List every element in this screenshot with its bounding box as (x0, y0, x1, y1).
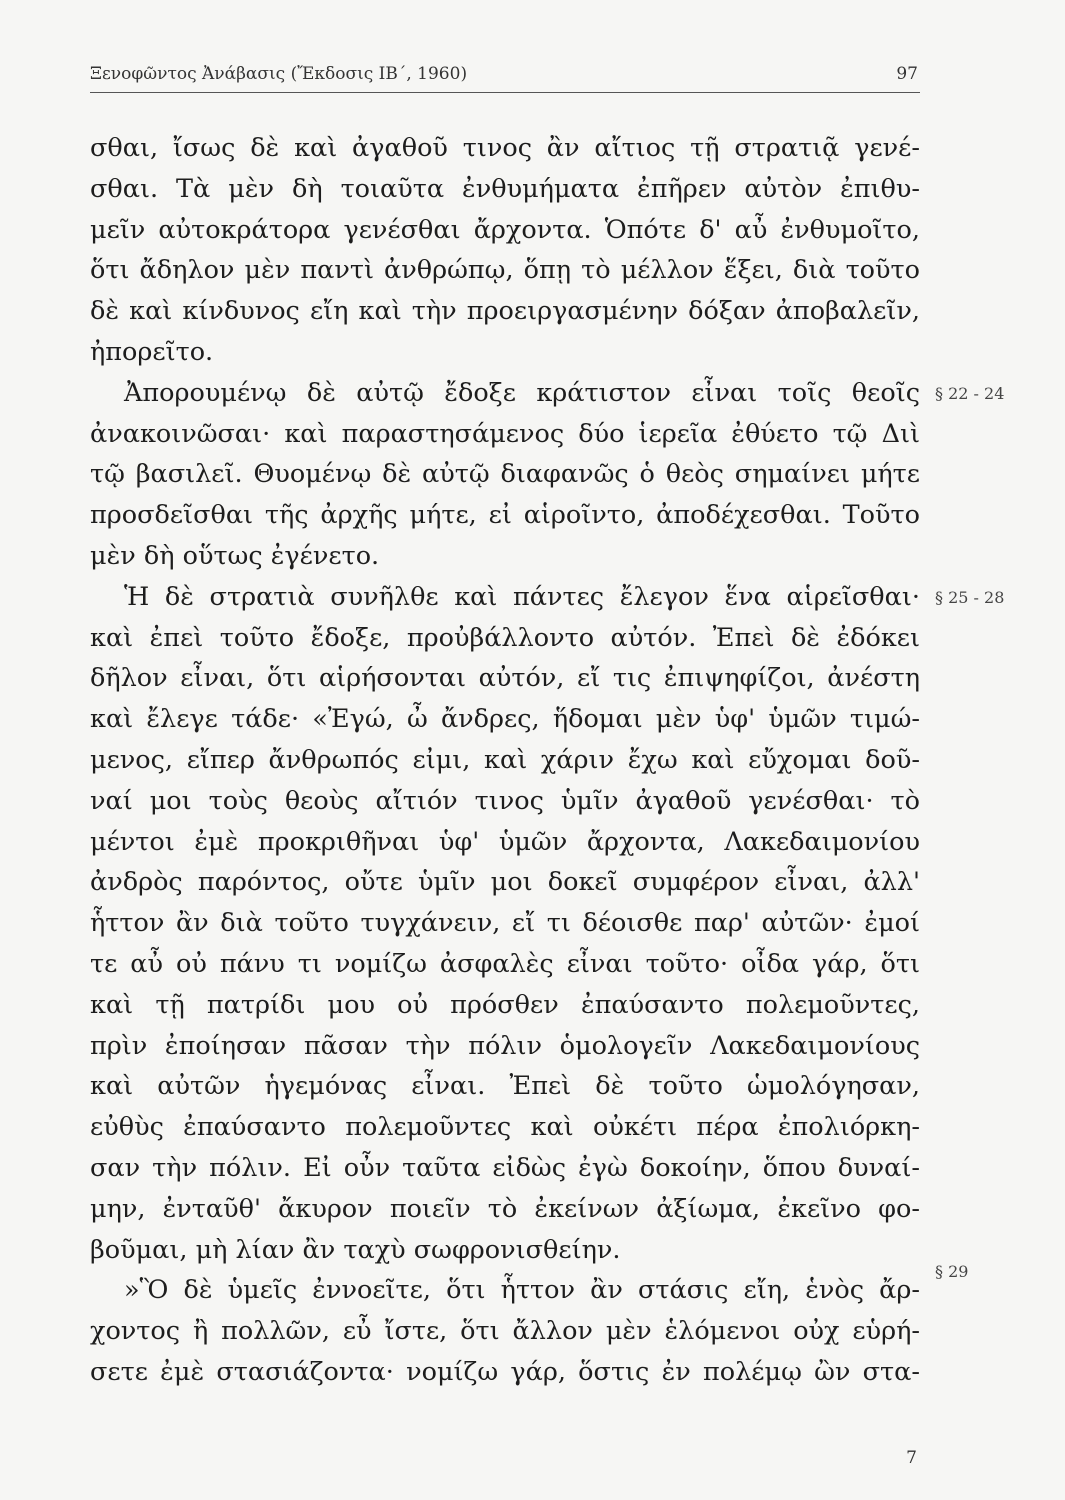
text-line: μεῖν αὐτοκράτορα γενέσθαι ἄρχοντα. Ὁπότε δ' αὖ ἐνθυμοῖτο, (90, 214, 920, 245)
text-line: εὐθὺς ἐπαύσαντο πολεμοῦντες καὶ οὐκέτι πέρα ἐπολιόρκη- (90, 1112, 920, 1143)
text-line: »Ὃ δὲ ὑμεῖς ἐννοεῖτε, ὅτι ἧττον ἂν στάσις εἴη, ἑνὸς ἄρ- (124, 1275, 920, 1306)
text-line: ἀνακοινῶσαι· καὶ παραστησάμενος δύο ἱερεῖα ἐθύετο τῷ Διὶ (90, 418, 920, 449)
text-line: βοῦμαι, μὴ λίαν ἂν ταχὺ σωφρονισθείην. (90, 1234, 621, 1265)
text-line: σθαι. Τὰ μὲν δὴ τοιαῦτα ἐνθυμήματα ἐπῆρεν αὐτὸν ἐπιθυ- (90, 173, 920, 204)
text-line: ἧττον ἂν διὰ τοῦτο τυγχάνειν, εἴ τι δέοισθε παρ' αὐτῶν· ἐμοί (90, 908, 920, 939)
text-line: δῆλον εἶναι, ὅτι αἱρήσονται αὐτόν, εἴ τις ἐπιψηφίζοι, ἀνέστη (90, 663, 920, 694)
text-line: σαν τὴν πόλιν. Εἰ οὖν ταῦτα εἰδὼς ἐγὼ δοκοίην, ὅπου δυναί- (90, 1152, 920, 1183)
text-line: καὶ τῇ πατρίδι μου οὐ πρόσθεν ἐπαύσαντο πολεμοῦντες, (90, 989, 920, 1020)
text-line: ἠπορεῖτο. (90, 336, 214, 367)
text-line: ναί μοι τοὺς θεοὺς αἴτιόν τινος ὑμῖν ἀγαθοῦ γενέσθαι· τὸ (90, 785, 920, 816)
signature-mark: 7 (906, 1448, 917, 1468)
text-line: χοντος ἢ πολλῶν, εὖ ἴστε, ὅτι ἄλλον μὲν ἑλόμενοι οὐχ εὑρή- (90, 1316, 920, 1347)
text-line: τε αὖ οὐ πάνυ τι νομίζω ἀσφαλὲς εἶναι τοῦτο· οἶδα γάρ, ὅτι (90, 948, 920, 979)
running-header (90, 58, 920, 93)
text-line: δὲ καὶ κίνδυνος εἴη καὶ τὴν προειργασμένην δόξαν ἀποβαλεῖν, (90, 296, 920, 327)
text-line: μενος, εἴπερ ἄνθρωπός εἰμι, καὶ χάριν ἔχω καὶ εὔχομαι δοῦ- (90, 744, 920, 775)
text-line: Ἡ δὲ στρατιὰ συνῆλθε καὶ πάντες ἔλεγον ἕνα αἱρεῖσθαι· (124, 581, 920, 612)
text-line: καὶ αὐτῶν ἡγεμόνας εἶναι. Ἐπεὶ δὲ τοῦτο ὡμολόγησαν, (90, 1071, 920, 1102)
text-line: σετε ἐμὲ στασιάζοντα· νομίζω γάρ, ὅστις ἐν πολέμῳ ὢν στα- (90, 1356, 920, 1387)
text-line: προσδεῖσθαι τῆς ἀρχῆς μήτε, εἰ αἱροῖντο, ἀποδέχεσθαι. Τοῦτο (90, 500, 920, 531)
main-text (90, 128, 920, 1393)
text-line: σθαι, ἴσως δὲ καὶ ἀγαθοῦ τινος ἂν αἴτιος τῇ στρατιᾷ γενέ- (90, 133, 920, 163)
text-line: καὶ ἔλεγε τάδε· «Ἐγώ, ὦ ἄνδρες, ἥδομαι μὲν ὑφ' ὑμῶν τιμώ- (90, 704, 920, 735)
text-line: Ἀπορουμένῳ δὲ αὐτῷ ἔδοξε κράτιστον εἶναι τοῖς θεοῖς (124, 377, 920, 408)
margin-section-ref: § 22 - 24 (935, 384, 1005, 403)
margin-section-ref: § 29 (935, 1262, 969, 1281)
running-title: Ξενοφῶντος Ἀνάβασις (Ἔκδοσις ΙΒ΄, 1960) (90, 64, 468, 84)
text-line: ἀνδρὸς παρόντος, οὔτε ὑμῖν μοι δοκεῖ συμφέρον εἶναι, ἀλλ' (90, 867, 920, 898)
text-line: ὅτι ἄδηλον μὲν παντὶ ἀνθρώπῳ, ὅπῃ τὸ μέλλον ἕξει, διὰ τοῦτο (90, 255, 920, 286)
text-line: μὲν δὴ οὕτως ἐγένετο. (90, 540, 380, 571)
text-line: μην, ἐνταῦθ' ἄκυρον ποιεῖν τὸ ἐκείνων ἀξίωμα, ἐκεῖνο φο- (90, 1193, 920, 1224)
text-line: τῷ βασιλεῖ. Θυομένῳ δὲ αὐτῷ διαφανῶς ὁ θεὸς σημαίνει μήτε (90, 459, 920, 490)
text-line: μέντοι ἐμὲ προκριθῆναι ὑφ' ὑμῶν ἄρχοντα, Λακεδαιμονίου (90, 826, 920, 857)
margin-section-ref: § 25 - 28 (935, 588, 1005, 607)
text-line: καὶ ἐπεὶ τοῦτο ἔδοξε, προὐβάλλοντο αὐτόν. Ἐπεὶ δὲ ἐδόκει (90, 622, 920, 653)
text-line: πρὶν ἐποίησαν πᾶσαν τὴν πόλιν ὁμολογεῖν Λακεδαιμονίους (90, 1030, 920, 1061)
page-number: 97 (896, 64, 918, 84)
